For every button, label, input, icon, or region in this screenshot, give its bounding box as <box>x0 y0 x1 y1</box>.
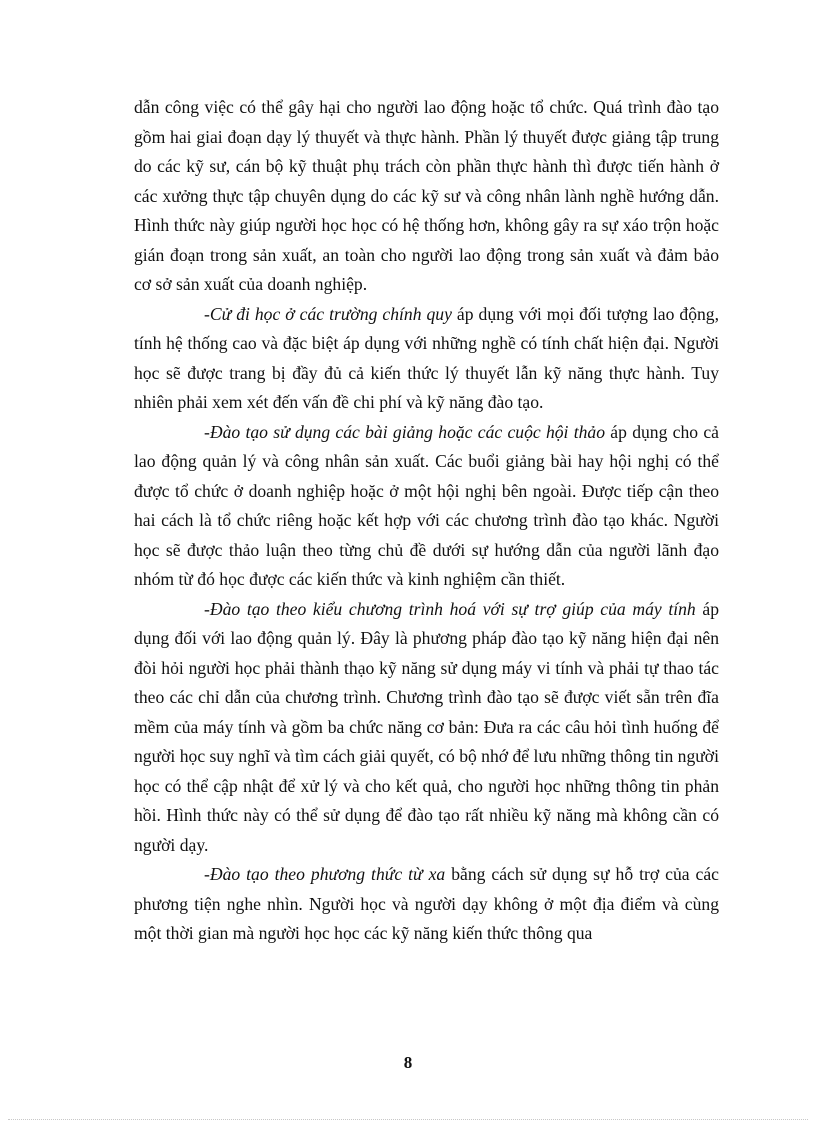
page-number: 8 <box>403 1053 413 1072</box>
paragraph-lectures-seminars <box>134 418 719 595</box>
paragraph-continuation <box>134 93 719 300</box>
paragraph-text: dẫn công việc có thể gây hại cho người lao động hoặc tổ chức. Quá trình đào tạo gồm hai giai đoạn dạy lý thuyết và thực hành. Phần lý thuyết được giảng tập trung do các kỹ sư, cán bộ kỹ thuật phụ trách còn phần thực hành thì được tiến hành ở các xưởng thực tập chuyên dụng do các kỹ sư và công nhân lành nghề hướng dẫn. Hình thức này giúp người học học có hệ thống hơn, không gây ra sự xáo trộn hoặc gián đoạn trong sản xuất, an toàn cho người lao động trong sản xuất và đảm bảo cơ sở sản xuất của doanh nghiệp. <box>134 97 719 294</box>
paragraph-computer-assisted <box>134 595 719 861</box>
page-bottom-divider <box>8 1119 808 1120</box>
paragraph-text: bằng cách sử dụng sự hỗ trợ của các phương tiện nghe nhìn. Người học và người dạy không ở một địa điểm và cùng một thời gian mà người học học các kỹ năng kiến thức thông qua <box>134 864 719 943</box>
paragraph-text: áp dụng cho cả lao động quản lý và công nhân sản xuất. Các buổi giảng bài hay hội nghị có thể được tổ chức ở doanh nghiệp hoặc ở một hội nghị bên ngoài. Được tiếp cận theo hai cách là tổ chức riêng hoặc kết hợp với các chương trình đào tạo khác. Người học sẽ được thảo luận theo từng chủ đề dưới sự hướng dẫn của người lãnh đạo nhóm từ đó học được các kiến thức và kinh nghiệm cần thiết. <box>134 421 719 589</box>
paragraph-text: áp dụng với mọi đối tượng lao động, tính hệ thống cao và đặc biệt áp dụng với những nghề có tính chất hiện đại. Người học sẽ được trang bị đầy đủ cả kiến thức lý thuyết lẫn kỹ năng thực hành. Tuy nhiên phải xem xét đến vấn đề chi phí và kỹ năng đào tạo. <box>134 303 719 412</box>
paragraph-text: áp dụng đối với lao động quản lý. Đây là phương pháp đào tạo kỹ năng hiện đại nên đòi hỏi người học phải thành thạo kỹ năng sử dụng máy vi tính và phải tự thao tác theo các chỉ dẫn của chương trình. Chương trình đào tạo sẽ được viết sẵn trên đĩa mềm của máy tính và gồm ba chức năng cơ bản: Đưa ra các câu hỏi tình huống để người học suy nghĩ và tìm cách giải quyết, có bộ nhớ để lưu những thông tin người học có thể cập nhật để xử lý và cho kết quả, cho người học những thông tin phản hồi. Hình thức này có thể sử dụng để đào tạo rất nhiều kỹ năng mà không cần có người dạy. <box>134 598 719 855</box>
paragraph-lead-italic: -Đào tạo sử dụng các bài giảng hoặc các cuộc hội thảo <box>204 421 606 442</box>
paragraph-lead-italic: -Đào tạo theo phương thức từ xa <box>204 864 446 884</box>
paragraph-lead-italic: -Cử đi học ở các trường chính quy <box>204 303 452 324</box>
paragraph-distance-learning <box>134 860 719 949</box>
paragraph-regular-schools <box>134 300 719 418</box>
paragraph-lead-italic: -Đào tạo theo kiểu chương trình hoá với sự trợ giúp của máy tính <box>204 598 696 619</box>
body-text <box>134 93 719 949</box>
